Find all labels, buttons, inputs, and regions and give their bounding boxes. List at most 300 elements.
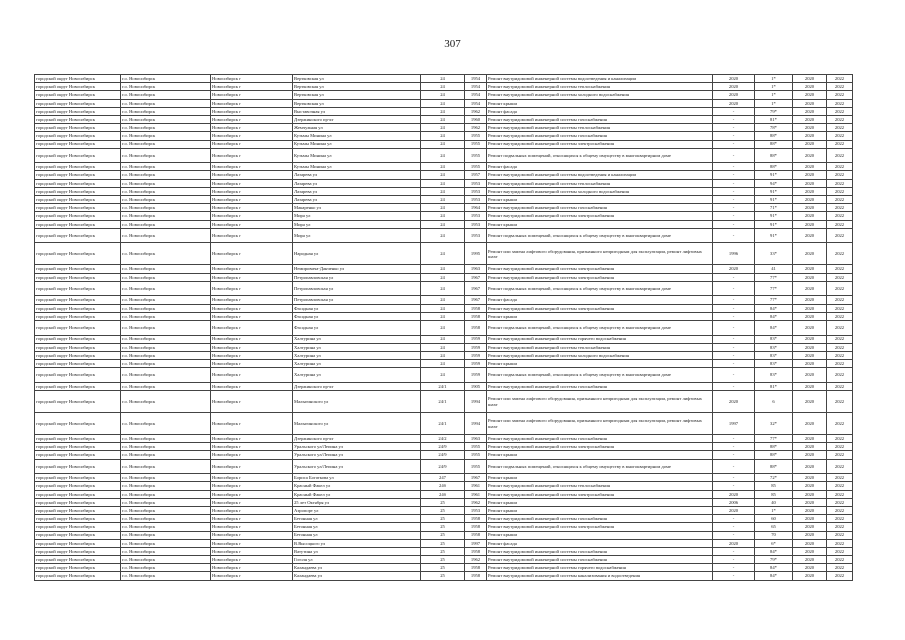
cell-year-built: 1962 <box>465 556 487 564</box>
cell-house: 24 <box>421 179 465 187</box>
cell-last-repair: - <box>713 296 755 304</box>
cell-plan-end: 2022 <box>827 539 853 547</box>
cell-year-built: 1959 <box>465 368 487 383</box>
cell-wear: 1* <box>755 75 793 83</box>
cell-year-built: 1961 <box>465 490 487 498</box>
cell-municipality: городской округ Новосибирск <box>35 547 121 555</box>
cell-plan-end: 2022 <box>827 220 853 228</box>
cell-plan-start: 2020 <box>793 572 827 580</box>
cell-city-district: г.о. Новосибирск <box>121 443 211 451</box>
cell-city-district: г.о. Новосибирск <box>121 204 211 212</box>
cell-city-district: г.о. Новосибирск <box>121 220 211 228</box>
cell-plan-end: 2022 <box>827 413 853 435</box>
cell-settlement: Новосибирск г <box>211 296 293 304</box>
cell-settlement: Новосибирск г <box>211 556 293 564</box>
table-row <box>35 196 853 204</box>
table-row <box>35 91 853 99</box>
cell-plan-start: 2020 <box>793 382 827 390</box>
cell-house: 24 <box>421 91 465 99</box>
cell-last-repair: 2020 <box>713 490 755 498</box>
cell-street: Мира ул <box>293 228 421 243</box>
cell-municipality: городской округ Новосибирск <box>35 506 121 514</box>
cell-municipality: городской округ Новосибирск <box>35 148 121 163</box>
cell-municipality: городской округ Новосибирск <box>35 312 121 320</box>
cell-wear: 88* <box>755 140 793 148</box>
cell-settlement: Новосибирск г <box>211 490 293 498</box>
cell-year-built: 1953 <box>465 179 487 187</box>
cell-year-built: 1953 <box>465 212 487 220</box>
cell-wear: 81* <box>755 115 793 123</box>
cell-last-repair: - <box>713 523 755 531</box>
cell-settlement: Новосибирск г <box>211 75 293 83</box>
table-row <box>35 99 853 107</box>
cell-work-type: Ремонт внутридомовой инженерной системы теплоснабжения <box>487 83 713 91</box>
cell-year-built: 1958 <box>465 523 487 531</box>
cell-plan-end: 2022 <box>827 556 853 564</box>
cell-street: Малыгинского ул <box>293 413 421 435</box>
cell-plan-end: 2022 <box>827 443 853 451</box>
cell-last-repair: - <box>713 368 755 383</box>
cell-wear: 77* <box>755 281 793 296</box>
cell-last-repair: 2020 <box>713 75 755 83</box>
cell-work-type: Ремонт подвальных помещений, относящихся к общему имуществу в многоквартирном доме <box>487 281 713 296</box>
cell-year-built: 1964 <box>465 204 487 212</box>
cell-wear: 91* <box>755 228 793 243</box>
cell-house: 24 <box>421 320 465 335</box>
cell-wear: 6 <box>755 391 793 413</box>
cell-street: Гоголя ул <box>293 556 421 564</box>
cell-house: 24 <box>421 273 465 281</box>
cell-street: Бориса Богаткова ул <box>293 474 421 482</box>
cell-street: Аэропорт ул <box>293 506 421 514</box>
cell-plan-end: 2022 <box>827 343 853 351</box>
cell-work-type: Ремонт крыши <box>487 220 713 228</box>
cell-plan-end: 2022 <box>827 148 853 163</box>
cell-city-district: г.о. Новосибирск <box>121 179 211 187</box>
cell-municipality: городской округ Новосибирск <box>35 482 121 490</box>
cell-settlement: Новосибирск г <box>211 91 293 99</box>
cell-house: 24 <box>421 265 465 273</box>
cell-municipality: городской округ Новосибирск <box>35 435 121 443</box>
cell-wear: 84* <box>755 312 793 320</box>
cell-plan-start: 2020 <box>793 107 827 115</box>
cell-wear: 85 <box>755 490 793 498</box>
cell-plan-start: 2020 <box>793 115 827 123</box>
cell-settlement: Новосибирск г <box>211 360 293 368</box>
cell-plan-end: 2022 <box>827 140 853 148</box>
cell-plan-start: 2020 <box>793 99 827 107</box>
cell-plan-start: 2020 <box>793 281 827 296</box>
cell-municipality: городской округ Новосибирск <box>35 281 121 296</box>
cell-work-type: Ремонт внутридомовой инженерной системы канализования и водоотведения <box>487 572 713 580</box>
table-row <box>35 212 853 220</box>
cell-street: Вертковская ул <box>293 91 421 99</box>
cell-last-repair: - <box>713 474 755 482</box>
table-row <box>35 228 853 243</box>
cell-plan-start: 2020 <box>793 531 827 539</box>
page-number: 307 <box>444 38 461 50</box>
cell-plan-start: 2020 <box>793 320 827 335</box>
table-row <box>35 451 853 459</box>
cell-street: Выставочная ул <box>293 107 421 115</box>
cell-year-built: 1962 <box>465 498 487 506</box>
cell-street: Вертковская ул <box>293 83 421 91</box>
table-body <box>35 75 853 581</box>
cell-plan-start: 2020 <box>793 265 827 273</box>
cell-house: 24/9 <box>421 451 465 459</box>
cell-year-built: 1960 <box>465 115 487 123</box>
cell-municipality: городской округ Новосибирск <box>35 490 121 498</box>
cell-street: Вертковская ул <box>293 99 421 107</box>
cell-house: 24 <box>421 368 465 383</box>
cell-plan-end: 2022 <box>827 124 853 132</box>
cell-work-type: Ремонт внутридомовой инженерной системы теплоснабжения <box>487 482 713 490</box>
cell-city-district: г.о. Новосибирск <box>121 83 211 91</box>
cell-work-type: Ремонт подвальных помещений, относящихся к общему имуществу в многоквартирном доме <box>487 459 713 474</box>
cell-street: Лазарева ул <box>293 187 421 195</box>
cell-municipality: городской округ Новосибирск <box>35 368 121 383</box>
cell-work-type: Ремонт фасада <box>487 163 713 171</box>
cell-house: 24 <box>421 171 465 179</box>
cell-work-type: Ремонт фасада <box>487 539 713 547</box>
cell-municipality: городской округ Новосибирск <box>35 91 121 99</box>
cell-year-built: 1997 <box>465 539 487 547</box>
cell-last-repair: - <box>713 140 755 148</box>
cell-wear: 88* <box>755 459 793 474</box>
cell-settlement: Новосибирск г <box>211 482 293 490</box>
table-row <box>35 547 853 555</box>
cell-plan-end: 2022 <box>827 391 853 413</box>
cell-plan-end: 2022 <box>827 382 853 390</box>
cell-city-district: г.о. Новосибирск <box>121 99 211 107</box>
cell-settlement: Новосибирск г <box>211 228 293 243</box>
cell-house: 24б <box>421 482 465 490</box>
cell-work-type: Ремонт или замена лифтового оборудования, признанного непригодным для эксплуатации, ремонт лифтовых шахт <box>487 243 713 265</box>
cell-city-district: г.о. Новосибирск <box>121 482 211 490</box>
cell-wear: 84* <box>755 564 793 572</box>
table-row <box>35 335 853 343</box>
cell-plan-end: 2022 <box>827 281 853 296</box>
cell-municipality: городской округ Новосибирск <box>35 539 121 547</box>
table-row <box>35 343 853 351</box>
table-row <box>35 220 853 228</box>
cell-year-built: 1959 <box>465 335 487 343</box>
cell-year-built: 1953 <box>465 196 487 204</box>
table-row <box>35 474 853 482</box>
cell-work-type: Ремонт фасада <box>487 107 713 115</box>
table-row <box>35 435 853 443</box>
cell-plan-end: 2022 <box>827 506 853 514</box>
cell-work-type: Ремонт внутридомовой инженерной системы электроснабжения <box>487 140 713 148</box>
cell-settlement: Новосибирск г <box>211 243 293 265</box>
cell-last-repair: - <box>713 531 755 539</box>
table-row <box>35 523 853 531</box>
cell-settlement: Новосибирск г <box>211 515 293 523</box>
cell-plan-end: 2022 <box>827 304 853 312</box>
cell-wear: 33* <box>755 243 793 265</box>
cell-last-repair: 2020 <box>713 99 755 107</box>
cell-street: Дзержинского пр-кт <box>293 435 421 443</box>
cell-settlement: Новосибирск г <box>211 506 293 514</box>
cell-settlement: Новосибирск г <box>211 368 293 383</box>
cell-city-district: г.о. Новосибирск <box>121 391 211 413</box>
cell-settlement: Новосибирск г <box>211 539 293 547</box>
cell-year-built: 1955 <box>465 148 487 163</box>
cell-house: 24 <box>421 99 465 107</box>
cell-plan-start: 2020 <box>793 391 827 413</box>
cell-last-repair: - <box>713 220 755 228</box>
cell-plan-start: 2020 <box>793 515 827 523</box>
cell-wear: 88* <box>755 132 793 140</box>
cell-municipality: городской округ Новосибирск <box>35 572 121 580</box>
cell-work-type: Ремонт внутридомовой инженерной системы газоснабжения <box>487 547 713 555</box>
cell-municipality: городской округ Новосибирск <box>35 474 121 482</box>
cell-settlement: Новосибирск г <box>211 335 293 343</box>
cell-last-repair: - <box>713 515 755 523</box>
cell-plan-end: 2022 <box>827 451 853 459</box>
cell-settlement: Новосибирск г <box>211 124 293 132</box>
cell-house: 24 <box>421 351 465 359</box>
cell-work-type: Ремонт крыши <box>487 99 713 107</box>
cell-plan-end: 2022 <box>827 296 853 304</box>
cell-settlement: Новосибирск г <box>211 115 293 123</box>
cell-plan-start: 2020 <box>793 435 827 443</box>
cell-wear: 91* <box>755 196 793 204</box>
cell-work-type: Ремонт внутридомовой инженерной системы горячего водоснабжения <box>487 335 713 343</box>
cell-year-built: 1955 <box>465 443 487 451</box>
cell-house: 24 <box>421 220 465 228</box>
cell-settlement: Новосибирск г <box>211 498 293 506</box>
cell-year-built: 1962 <box>465 107 487 115</box>
cell-plan-end: 2022 <box>827 564 853 572</box>
cell-wear: 88* <box>755 148 793 163</box>
cell-city-district: г.о. Новосибирск <box>121 91 211 99</box>
cell-work-type: Ремонт подвальных помещений, относящихся к общему имуществу в многоквартирном доме <box>487 368 713 383</box>
cell-municipality: городской округ Новосибирск <box>35 212 121 220</box>
cell-plan-start: 2020 <box>793 413 827 435</box>
cell-last-repair: - <box>713 148 755 163</box>
table-row <box>35 273 853 281</box>
cell-wear: 65 <box>755 523 793 531</box>
cell-municipality: городской округ Новосибирск <box>35 196 121 204</box>
table-row <box>35 304 853 312</box>
cell-city-district: г.о. Новосибирск <box>121 115 211 123</box>
cell-year-built: 1955 <box>465 163 487 171</box>
cell-street: Кузьмы Минина ул <box>293 148 421 163</box>
cell-year-built: 1994 <box>465 413 487 435</box>
cell-municipality: городской округ Новосибирск <box>35 556 121 564</box>
cell-year-built: 1994 <box>465 391 487 413</box>
cell-city-district: г.о. Новосибирск <box>121 474 211 482</box>
cell-municipality: городской округ Новосибирск <box>35 220 121 228</box>
cell-year-built: 1958 <box>465 304 487 312</box>
cell-house: 24 <box>421 296 465 304</box>
cell-house: 25 <box>421 572 465 580</box>
cell-wear: 60 <box>755 515 793 523</box>
table-row <box>35 107 853 115</box>
cell-plan-start: 2020 <box>793 187 827 195</box>
table-row <box>35 556 853 564</box>
cell-wear: 84* <box>755 572 793 580</box>
cell-work-type: Ремонт крыши <box>487 451 713 459</box>
cell-house: 24 <box>421 360 465 368</box>
cell-last-repair: - <box>713 107 755 115</box>
cell-house: 24 <box>421 212 465 220</box>
cell-municipality: городской округ Новосибирск <box>35 171 121 179</box>
cell-wear: 91* <box>755 171 793 179</box>
table-row <box>35 312 853 320</box>
cell-settlement: Новосибирск г <box>211 451 293 459</box>
cell-municipality: городской округ Новосибирск <box>35 304 121 312</box>
cell-wear: 91* <box>755 187 793 195</box>
cell-last-repair: - <box>713 435 755 443</box>
cell-plan-start: 2020 <box>793 273 827 281</box>
cell-year-built: 1954 <box>465 83 487 91</box>
cell-settlement: Новосибирск г <box>211 531 293 539</box>
cell-last-repair: - <box>713 482 755 490</box>
cell-plan-end: 2022 <box>827 83 853 91</box>
cell-street: Халтурина ул <box>293 343 421 351</box>
cell-street: Каландаева ул <box>293 572 421 580</box>
cell-last-repair: - <box>713 124 755 132</box>
cell-settlement: Новосибирск г <box>211 474 293 482</box>
cell-plan-start: 2020 <box>793 140 827 148</box>
cell-city-district: г.о. Новосибирск <box>121 171 211 179</box>
cell-house: 25 <box>421 515 465 523</box>
cell-house: 24/1 <box>421 382 465 390</box>
table-row <box>35 296 853 304</box>
cell-city-district: г.о. Новосибирск <box>121 132 211 140</box>
cell-house: 25 <box>421 564 465 572</box>
cell-plan-start: 2020 <box>793 91 827 99</box>
cell-plan-end: 2022 <box>827 228 853 243</box>
cell-last-repair: - <box>713 443 755 451</box>
cell-wear: 94* <box>755 179 793 187</box>
cell-year-built: 1958 <box>465 515 487 523</box>
cell-last-repair: - <box>713 547 755 555</box>
cell-work-type: Ремонт внутридомовой инженерной системы теплоснабжения <box>487 179 713 187</box>
cell-plan-end: 2022 <box>827 196 853 204</box>
cell-city-district: г.о. Новосибирск <box>121 304 211 312</box>
cell-plan-start: 2020 <box>793 368 827 383</box>
cell-last-repair: - <box>713 320 755 335</box>
cell-work-type: Ремонт подвальных помещений, относящихся к общему имуществу в многоквартирном доме <box>487 320 713 335</box>
cell-municipality: городской округ Новосибирск <box>35 564 121 572</box>
cell-last-repair: - <box>713 556 755 564</box>
cell-plan-end: 2022 <box>827 273 853 281</box>
cell-wear: 83* <box>755 351 793 359</box>
cell-municipality: городской округ Новосибирск <box>35 83 121 91</box>
cell-city-district: г.о. Новосибирск <box>121 498 211 506</box>
cell-house: 25 <box>421 539 465 547</box>
cell-wear: 79* <box>755 556 793 564</box>
cell-municipality: городской округ Новосибирск <box>35 320 121 335</box>
table-row <box>35 531 853 539</box>
cell-municipality: городской округ Новосибирск <box>35 179 121 187</box>
cell-city-district: г.о. Новосибирск <box>121 547 211 555</box>
cell-year-built: 1958 <box>465 564 487 572</box>
cell-year-built: 1958 <box>465 547 487 555</box>
cell-city-district: г.о. Новосибирск <box>121 531 211 539</box>
cell-house: 25 <box>421 547 465 555</box>
table-row <box>35 124 853 132</box>
table-row <box>35 179 853 187</box>
table-row <box>35 281 853 296</box>
table-row <box>35 75 853 83</box>
table-row <box>35 132 853 140</box>
cell-wear: 88* <box>755 163 793 171</box>
cell-street: Красный Факел ул <box>293 490 421 498</box>
cell-plan-start: 2020 <box>793 459 827 474</box>
table-row <box>35 443 853 451</box>
table-row <box>35 506 853 514</box>
cell-plan-end: 2022 <box>827 179 853 187</box>
cell-city-district: г.о. Новосибирск <box>121 75 211 83</box>
cell-city-district: г.о. Новосибирск <box>121 148 211 163</box>
cell-city-district: г.о. Новосибирск <box>121 343 211 351</box>
cell-wear: 1* <box>755 506 793 514</box>
cell-settlement: Новосибирск г <box>211 281 293 296</box>
cell-city-district: г.о. Новосибирск <box>121 382 211 390</box>
cell-settlement: Новосибирск г <box>211 320 293 335</box>
cell-plan-start: 2020 <box>793 75 827 83</box>
cell-settlement: Новосибирск г <box>211 220 293 228</box>
cell-work-type: Ремонт или замена лифтового оборудования, признанного непригодным для эксплуатации, ремонт лифтовых шахт <box>487 413 713 435</box>
cell-house: 24 <box>421 187 465 195</box>
cell-work-type: Ремонт внутридомовой инженерной системы электроснабжения <box>487 265 713 273</box>
table-row <box>35 368 853 383</box>
cell-settlement: Новосибирск г <box>211 204 293 212</box>
cell-year-built: 1957 <box>465 171 487 179</box>
cell-city-district: г.о. Новосибирск <box>121 515 211 523</box>
cell-last-repair: - <box>713 115 755 123</box>
cell-plan-start: 2020 <box>793 243 827 265</box>
cell-street: Дзержинского пр-кт <box>293 115 421 123</box>
cell-wear: 78* <box>755 124 793 132</box>
cell-house: 25 <box>421 531 465 539</box>
cell-street: В.Высоцкого ул <box>293 539 421 547</box>
cell-settlement: Новосибирск г <box>211 83 293 91</box>
cell-wear: 71* <box>755 204 793 212</box>
cell-plan-end: 2022 <box>827 243 853 265</box>
cell-year-built: 1967 <box>465 474 487 482</box>
cell-street: Фасадная ул <box>293 312 421 320</box>
cell-year-built: 1953 <box>465 220 487 228</box>
cell-street: Немировича-Данченко ул <box>293 265 421 273</box>
cell-street: Красный Факел ул <box>293 482 421 490</box>
cell-plan-start: 2020 <box>793 220 827 228</box>
cell-work-type: Ремонт крыши <box>487 474 713 482</box>
cell-work-type: Ремонт внутридомовой инженерной системы газоснабжения <box>487 435 713 443</box>
cell-municipality: городской округ Новосибирск <box>35 204 121 212</box>
cell-work-type: Ремонт крыши <box>487 498 713 506</box>
table-row <box>35 382 853 390</box>
cell-plan-end: 2022 <box>827 435 853 443</box>
cell-city-district: г.о. Новосибирск <box>121 163 211 171</box>
cell-plan-start: 2020 <box>793 523 827 531</box>
cell-municipality: городской округ Новосибирск <box>35 451 121 459</box>
cell-settlement: Новосибирск г <box>211 163 293 171</box>
table-row <box>35 351 853 359</box>
cell-city-district: г.о. Новосибирск <box>121 360 211 368</box>
cell-street: Халтурина ул <box>293 360 421 368</box>
cell-plan-start: 2020 <box>793 83 827 91</box>
cell-last-repair: - <box>713 459 755 474</box>
cell-settlement: Новосибирск г <box>211 196 293 204</box>
cell-street: Дзержинского пр-кт <box>293 382 421 390</box>
cell-settlement: Новосибирск г <box>211 148 293 163</box>
cell-city-district: г.о. Новосибирск <box>121 187 211 195</box>
